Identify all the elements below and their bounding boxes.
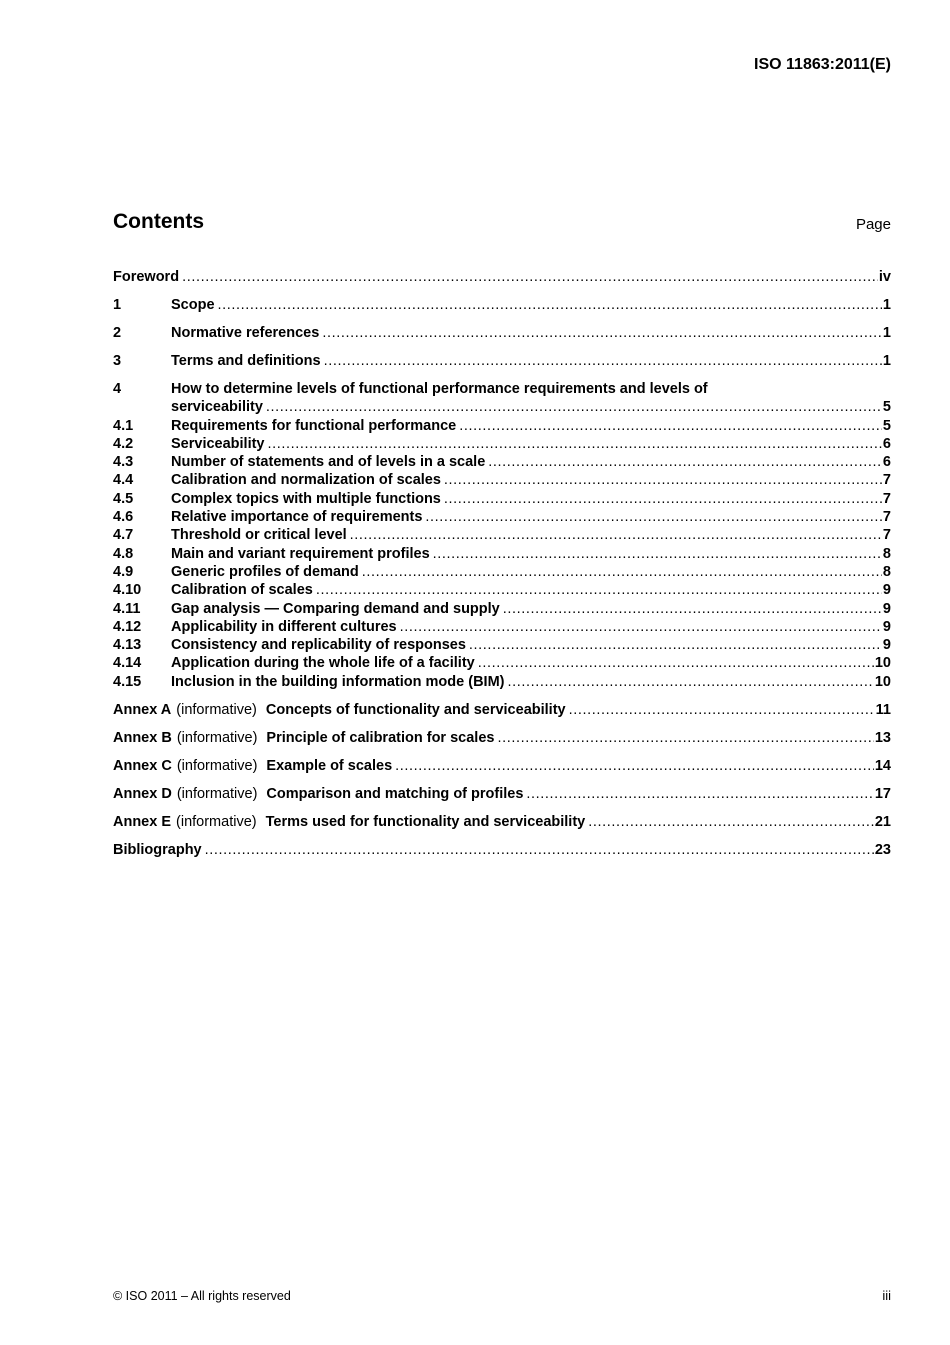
toc-entry-subclause[interactable] (113, 618, 891, 636)
toc-entry-bibliography[interactable] (113, 841, 891, 859)
dot-leader (503, 600, 882, 618)
toc-entry-subclause[interactable] (113, 673, 891, 691)
dot-leader (433, 545, 882, 563)
toc-entry-title: Threshold or critical level (171, 527, 347, 544)
toc-entry-clause-1[interactable] (113, 296, 891, 314)
toc-entry-page: 21 (874, 813, 891, 830)
toc-entry-annex[interactable] (113, 813, 891, 831)
annex-type: (informative) (176, 785, 258, 802)
toc-entry-number: 4.4 (113, 472, 134, 489)
annex-type: (informative) (176, 813, 257, 830)
toc-entry-page: 1 (882, 352, 891, 369)
toc-entry-page: 7 (882, 472, 891, 489)
toc-entry-subclause[interactable] (113, 563, 891, 581)
toc-entry-number: 4.15 (113, 673, 142, 690)
toc-entry-page: 9 (882, 582, 891, 599)
page-title: Contents (113, 210, 204, 233)
toc-entry-title: Terms and definitions (171, 352, 321, 369)
toc-entry-number: 4.3 (113, 454, 134, 471)
dot-leader (218, 296, 882, 314)
toc-entry-number: 4.12 (113, 618, 142, 635)
dot-leader (469, 636, 882, 654)
toc-entry-page: 9 (882, 618, 891, 635)
dot-leader (507, 673, 873, 691)
toc-entry-page: 13 (874, 729, 891, 746)
dot-leader (478, 654, 874, 672)
toc-entry-page: 9 (882, 600, 891, 617)
toc-entry-page: 11 (875, 701, 891, 718)
toc-entry-page: 7 (882, 527, 891, 544)
dot-leader (444, 490, 882, 508)
toc-entry-subclause[interactable] (113, 490, 891, 508)
toc-entry-title: Gap analysis — Comparing demand and supply (171, 600, 500, 617)
toc-entry-page: 9 (882, 637, 891, 654)
toc-entry-number: 4.2 (113, 435, 134, 452)
toc-entry-page: iv (878, 269, 891, 285)
toc-entry-title: Calibration of scales (171, 582, 313, 599)
toc-entry-page: 17 (874, 785, 891, 802)
toc-entry-page: 7 (882, 509, 891, 526)
toc-entry-number: 4.9 (113, 563, 134, 580)
toc-entry-subclause[interactable] (113, 417, 891, 435)
annex-label: Annex E (113, 813, 172, 830)
toc-entry-title: Requirements for functional performance (171, 417, 457, 434)
toc-entry-title: Application during the whole life of a facility (171, 655, 475, 672)
toc-entry-title: Main and variant requirement profiles (171, 545, 430, 562)
toc-entry-title: Terms used for functionality and serviceability (265, 813, 586, 830)
page-number: iii (882, 1288, 891, 1303)
dot-leader (400, 618, 882, 636)
toc-entry-number: 4.8 (113, 545, 134, 562)
toc-entry-page: 1 (882, 296, 891, 313)
copyright-notice: © ISO 2011 – All rights reserved (113, 1289, 291, 1303)
toc-entry-page: 5 (882, 399, 891, 416)
dot-leader (569, 701, 875, 719)
dot-leader (324, 352, 882, 370)
standard-identifier: ISO 11863:2011(E) (754, 56, 891, 73)
toc-entry-subclause[interactable] (113, 453, 891, 471)
toc-entry-number: 4.1 (113, 417, 134, 434)
dot-leader (362, 563, 882, 581)
annex-label: Annex B (113, 729, 172, 746)
toc-entry-title: Scope (171, 296, 215, 313)
toc-entry-page: 10 (874, 673, 891, 690)
toc-entry-page: 8 (882, 545, 891, 562)
toc-entry-page: 10 (874, 655, 891, 672)
toc-entry-title: Consistency and replicability of responses (171, 637, 466, 654)
dot-leader (459, 417, 882, 435)
toc-entry-title: Bibliography (113, 841, 202, 858)
toc-entry-page: 6 (882, 454, 891, 471)
table-of-contents (113, 268, 891, 859)
toc-entry-title: Foreword (113, 269, 180, 285)
toc-entry-page: 14 (874, 757, 891, 774)
dot-leader (316, 581, 882, 599)
toc-entry-title: Applicability in different cultures (171, 618, 397, 635)
toc-entry-title: Normative references (171, 324, 320, 341)
toc-entry-title: Concepts of functionality and serviceability (265, 701, 566, 718)
dot-leader (588, 813, 874, 831)
dot-leader (395, 757, 874, 775)
toc-entry-number: 4.7 (113, 527, 134, 544)
toc-entry-page: 6 (882, 435, 891, 452)
dot-leader (322, 324, 882, 342)
toc-entry-annex[interactable] (113, 701, 891, 719)
toc-entry-clause-3[interactable] (113, 352, 891, 370)
dot-leader (488, 453, 882, 471)
toc-entry-title: Inclusion in the building information mode (BIM) (171, 673, 505, 690)
toc-entry-page: 5 (882, 417, 891, 434)
toc-entry-number: 4.13 (113, 637, 142, 654)
toc-entry-number: 4.6 (113, 509, 134, 526)
dot-leader (182, 268, 878, 286)
toc-entry-subclause[interactable] (113, 600, 891, 618)
annex-label: Annex C (113, 757, 172, 774)
annex-type: (informative) (176, 729, 258, 746)
toc-entry-number: 4.10 (113, 582, 142, 599)
toc-entry-title: How to determine levels of functional performance requirements and levels of (171, 380, 708, 397)
dot-leader (268, 435, 882, 453)
toc-entry-title: Principle of calibration for scales (266, 729, 495, 746)
toc-entry-title: Generic profiles of demand (171, 563, 359, 580)
toc-entry-page: 8 (882, 563, 891, 580)
toc-entry-subclause[interactable] (113, 581, 891, 599)
dot-leader (526, 785, 873, 803)
toc-entry-page: 23 (874, 841, 891, 858)
toc-entry-subclause[interactable] (113, 435, 891, 453)
page-column-label: Page (855, 216, 891, 233)
dot-leader (350, 526, 882, 544)
annex-type: (informative) (176, 757, 258, 774)
toc-entry-title: Complex topics with multiple functions (171, 490, 441, 507)
toc-entry-annex[interactable] (113, 785, 891, 803)
toc-entry-subclause[interactable] (113, 654, 891, 672)
toc-entry-subclause[interactable] (113, 471, 891, 489)
toc-entry-number: 4.5 (113, 490, 134, 507)
toc-entry-title: Comparison and matching of profiles (266, 785, 524, 802)
toc-entry-title: Relative importance of requirements (171, 509, 423, 526)
toc-entry-number: 2 (113, 324, 122, 341)
toc-entry-clause-4[interactable] (113, 380, 891, 417)
dot-leader (497, 729, 873, 747)
toc-entry-title: Serviceability (171, 435, 265, 452)
toc-entry-subclause[interactable] (113, 636, 891, 654)
toc-entry-foreword[interactable] (113, 268, 891, 286)
dot-leader (205, 841, 874, 859)
toc-entry-number: 4 (113, 380, 122, 397)
toc-entry-number: 1 (113, 296, 122, 313)
toc-entry-annex[interactable] (113, 729, 891, 747)
toc-entry-subclause[interactable] (113, 526, 891, 544)
dot-leader (266, 398, 882, 416)
toc-entry-title: Example of scales (266, 757, 393, 774)
toc-entry-annex[interactable] (113, 757, 891, 775)
toc-entry-subclause[interactable] (113, 545, 891, 563)
toc-entry-number: 3 (113, 352, 122, 369)
toc-entry-page: 1 (882, 324, 891, 341)
annex-label: Annex D (113, 785, 172, 802)
annex-type: (informative) (176, 701, 257, 718)
toc-entry-title: Number of statements and of levels in a scale (171, 454, 486, 471)
toc-entry-number: 4.11 (113, 600, 141, 617)
toc-entry-clause-2[interactable] (113, 324, 891, 342)
toc-entry-number: 4.14 (113, 655, 142, 672)
dot-leader (425, 508, 882, 526)
dot-leader (444, 471, 882, 489)
toc-entry-subclause[interactable] (113, 508, 891, 526)
toc-entry-page: 7 (882, 490, 891, 507)
toc-entry-title: Calibration and normalization of scales (171, 472, 441, 489)
annex-label: Annex A (113, 701, 172, 718)
toc-entry-title-continued: serviceability (171, 399, 263, 416)
